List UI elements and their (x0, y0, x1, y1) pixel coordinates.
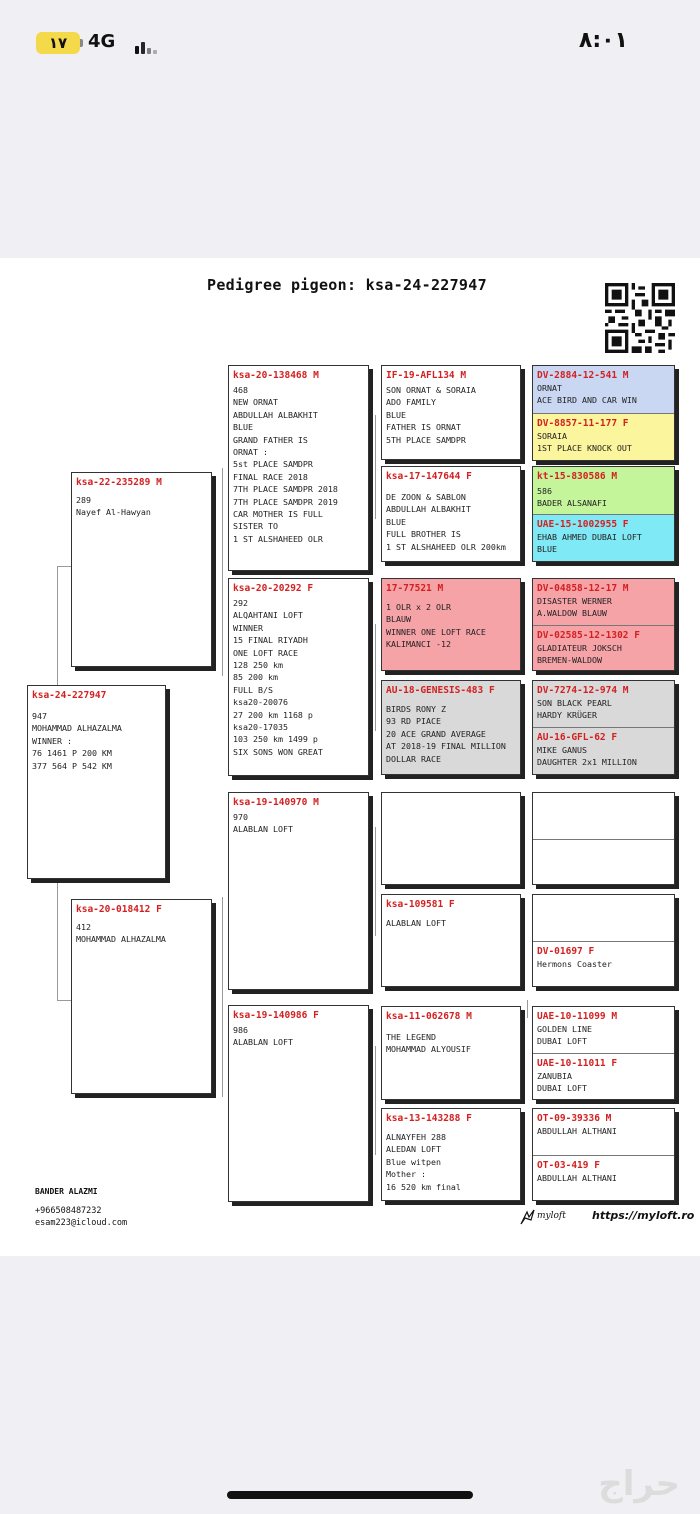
father-ring-id: ksa-22-235289 M (76, 477, 162, 488)
battery-tip (80, 39, 83, 47)
gen4-card[interactable] (533, 514, 674, 562)
qr-code-icon (605, 283, 675, 353)
gen4-card-empty[interactable] (533, 793, 674, 839)
great-grandparent-card[interactable] (381, 578, 521, 671)
page-title: Pedigree pigeon: ksa-24-227947 (207, 276, 487, 294)
connector-line (375, 624, 376, 731)
ring-id: ksa-20-138468 M (233, 370, 319, 381)
bird-details: 1 OLR x 2 OLR BLAUW WINNER ONE LOFT RACE KALIMANCI -12 (386, 602, 486, 650)
bird-details: GLADIATEUR JOKSCH BREMEN-WALDOW (537, 643, 622, 666)
ring-id: UAE-10-11099 M (537, 1011, 618, 1022)
breeder-phone[interactable]: +966508487232 (35, 1206, 102, 1216)
gen4-pair (532, 680, 675, 775)
gen4-card[interactable] (533, 413, 674, 461)
great-grandparent-card[interactable] (381, 680, 521, 775)
mother-card[interactable] (71, 899, 212, 1094)
ring-id: ksa-20-20292 F (233, 583, 314, 594)
ring-id: DV-8857-11-177 F (537, 418, 629, 429)
ring-id: AU-16-GFL-62 F (537, 732, 618, 743)
bird-details: ZANUBIA DUBAI LOFT (537, 1071, 587, 1094)
grandparent-card[interactable] (228, 365, 369, 571)
ring-id: kt-15-830586 M (537, 471, 618, 482)
grandparent-card[interactable] (228, 578, 369, 776)
breeder-name: BANDER ALAZMI (35, 1187, 98, 1196)
signal-icon (135, 34, 159, 54)
connector-line (222, 468, 223, 676)
bird-details (533, 898, 674, 900)
gen4-card[interactable] (533, 467, 674, 514)
connector-line (527, 1000, 528, 1018)
bird-details (533, 796, 674, 798)
bird-details: DE ZOON & SABLON ABDULLAH ALBAKHIT BLUE FULL BROTHER IS 1 ST ALSHAHEED OLR 200km (386, 492, 506, 552)
ring-id: IF-19-AFL134 M (386, 370, 467, 381)
mother-ring-id: ksa-20-018412 F (76, 904, 162, 915)
bird-details: GOLDEN LINE DUBAI LOFT (537, 1024, 592, 1047)
ring-id: DV-02585-12-1302 F (537, 630, 640, 641)
bird-details: SON BLACK PEARL HARDY KRÜGER (537, 698, 612, 721)
ring-id: ksa-13-143288 F (386, 1113, 472, 1124)
myloft-logo: myloft (519, 1208, 589, 1226)
gen4-pair (532, 578, 675, 671)
bird-details: 970 ALABLAN LOFT (233, 812, 293, 835)
ring-id: DV-2884-12-541 M (537, 370, 629, 381)
home-indicator[interactable] (227, 1491, 473, 1499)
ring-id: 17-77521 M (386, 583, 444, 594)
connector-line (375, 1046, 376, 1155)
ring-id: AU-18-GENESIS-483 F (386, 685, 495, 696)
grandparent-card[interactable] (228, 1005, 369, 1202)
bird-details: ABDULLAH ALTHANI (537, 1126, 617, 1136)
bird-details: ABDULLAH ALTHANI (537, 1173, 617, 1183)
gen4-pair (532, 365, 675, 461)
great-grandparent-card[interactable] (381, 894, 521, 987)
bird-details: Hermons Coaster (537, 959, 612, 969)
gen4-pair (532, 466, 675, 562)
great-grandparent-card[interactable] (381, 1006, 521, 1100)
bird-details: EHAB AHMED DUBAI LOFT BLUE (537, 532, 642, 555)
ring-id: ksa-19-140986 F (233, 1010, 319, 1021)
gen4-card[interactable] (533, 366, 674, 413)
bird-details: ALABLAN LOFT (386, 918, 446, 928)
bird-details (382, 796, 520, 798)
connector-line (57, 1000, 71, 1001)
ring-id: UAE-10-11011 F (537, 1058, 618, 1069)
gen4-card[interactable] (533, 1053, 674, 1100)
bird-details: 986 ALABLAN LOFT (233, 1025, 293, 1048)
ring-id: OT-03-419 F (537, 1160, 600, 1171)
bird-details: ORNAT ACE BIRD AND CAR WIN (537, 383, 637, 406)
great-grandparent-card[interactable] (381, 365, 521, 460)
connector-line (222, 897, 223, 1097)
bird-details: DISASTER WERNER A.WALDOW BLAUW (537, 596, 612, 619)
gen4-card[interactable] (533, 727, 674, 775)
connector-line (57, 566, 71, 567)
bird-details: ALNAYFEH 288 ALEDAN LOFT Blue witpen Mother : 16 520 km final (386, 1132, 461, 1192)
bird-details: SORAIA 1ST PLACE KNOCK OUT (537, 431, 632, 454)
bird-details: THE LEGEND MOHAMMAD ALYOUSIF (386, 1032, 471, 1055)
ring-id: DV-04858-12-17 M (537, 583, 629, 594)
ring-id: ksa-11-062678 M (386, 1011, 472, 1022)
gen4-pair (532, 1006, 675, 1100)
gen4-pair (532, 894, 675, 987)
ring-id: UAE-15-1002955 F (537, 519, 629, 530)
gen4-card[interactable] (533, 1155, 674, 1201)
bird-details: 292 ALQAHTANI LOFT WINNER 15 FINAL RIYADH ONE LOFT RACE 128 250 km 85 200 km FULL B/S ksa20-20076 27 200 km 1168 p ksa20-17035 103 250 km 1499 p SIX SONS WON GREAT (233, 598, 323, 757)
gen4-card[interactable] (533, 681, 674, 727)
great-grandparent-card-empty[interactable] (381, 792, 521, 885)
website-link[interactable]: https://myloft.ro (592, 1209, 695, 1222)
breeder-email[interactable]: esam223@icloud.com (35, 1218, 128, 1228)
bird-details: MIKE GANUS DAUGHTER 2x1 MILLION (537, 745, 637, 768)
great-grandparent-card[interactable] (381, 1108, 521, 1201)
status-bar (0, 0, 700, 90)
connector-line (375, 827, 376, 936)
ring-id: DV-7274-12-974 M (537, 685, 629, 696)
ring-id: DV-01697 F (537, 946, 595, 957)
grandparent-card[interactable] (228, 792, 369, 990)
subject-details: 947 MOHAMMAD ALHAZALMA WINNER : 76 1461 P 200 KM 377 564 P 542 KM (32, 711, 122, 771)
father-card[interactable] (71, 472, 212, 667)
connector-line (375, 415, 376, 519)
bird-details: BIRDS RONY Z 93 RD PIACE 20 ACE GRAND AVERAGE AT 2018-19 FINAL MILLION DOLLAR RACE (386, 704, 506, 764)
ring-id: OT-09-39336 M (537, 1113, 612, 1124)
pigeon-icon (519, 1208, 535, 1226)
bird-details: 468 NEW ORNAT ABDULLAH ALBAKHIT BLUE GRAND FATHER IS ORNAT : 5st PLACE SAMDPR FINAL RACE 2018 7TH PLACE SAMDPR 2018 7TH PLACE SAMDPR 2019 CAR MOTHER IS FULL SISTER TO 1 ST ALSHAHEED OLR (233, 385, 338, 544)
gen4-card[interactable] (533, 1109, 674, 1155)
great-grandparent-card[interactable] (381, 466, 521, 562)
subject-ring-id: ksa-24-227947 (32, 690, 107, 701)
gen4-pair (532, 792, 675, 885)
father-details: 289 Nayef Al-Hawyan (76, 495, 151, 518)
ring-id: ksa-17-147644 F (386, 471, 472, 482)
bird-details (533, 843, 674, 845)
gen4-card-empty[interactable] (533, 895, 674, 941)
network-label: 4G (88, 31, 116, 52)
ring-id: ksa-109581 F (386, 899, 455, 910)
subject-card[interactable] (27, 685, 166, 879)
ring-id: ksa-19-140970 M (233, 797, 319, 808)
gen4-card[interactable] (533, 625, 674, 671)
gen4-card[interactable] (533, 941, 674, 987)
mother-details: 412 MOHAMMAD ALHAZALMA (76, 922, 166, 945)
gen4-card-empty[interactable] (533, 839, 674, 885)
bird-details: SON ORNAT & SORAIA ADO FAMILY BLUE FATHER IS ORNAT 5TH PLACE SAMDPR (386, 385, 476, 445)
gen4-pair (532, 1108, 675, 1201)
bird-details: 586 BADER ALSANAFI (537, 486, 607, 509)
battery-icon: ١٧ (36, 32, 80, 54)
clock: ٨:٠١ (578, 28, 628, 53)
gen4-card[interactable] (533, 579, 674, 625)
haraj-watermark: حراج (598, 1464, 680, 1504)
gen4-card[interactable] (533, 1007, 674, 1053)
